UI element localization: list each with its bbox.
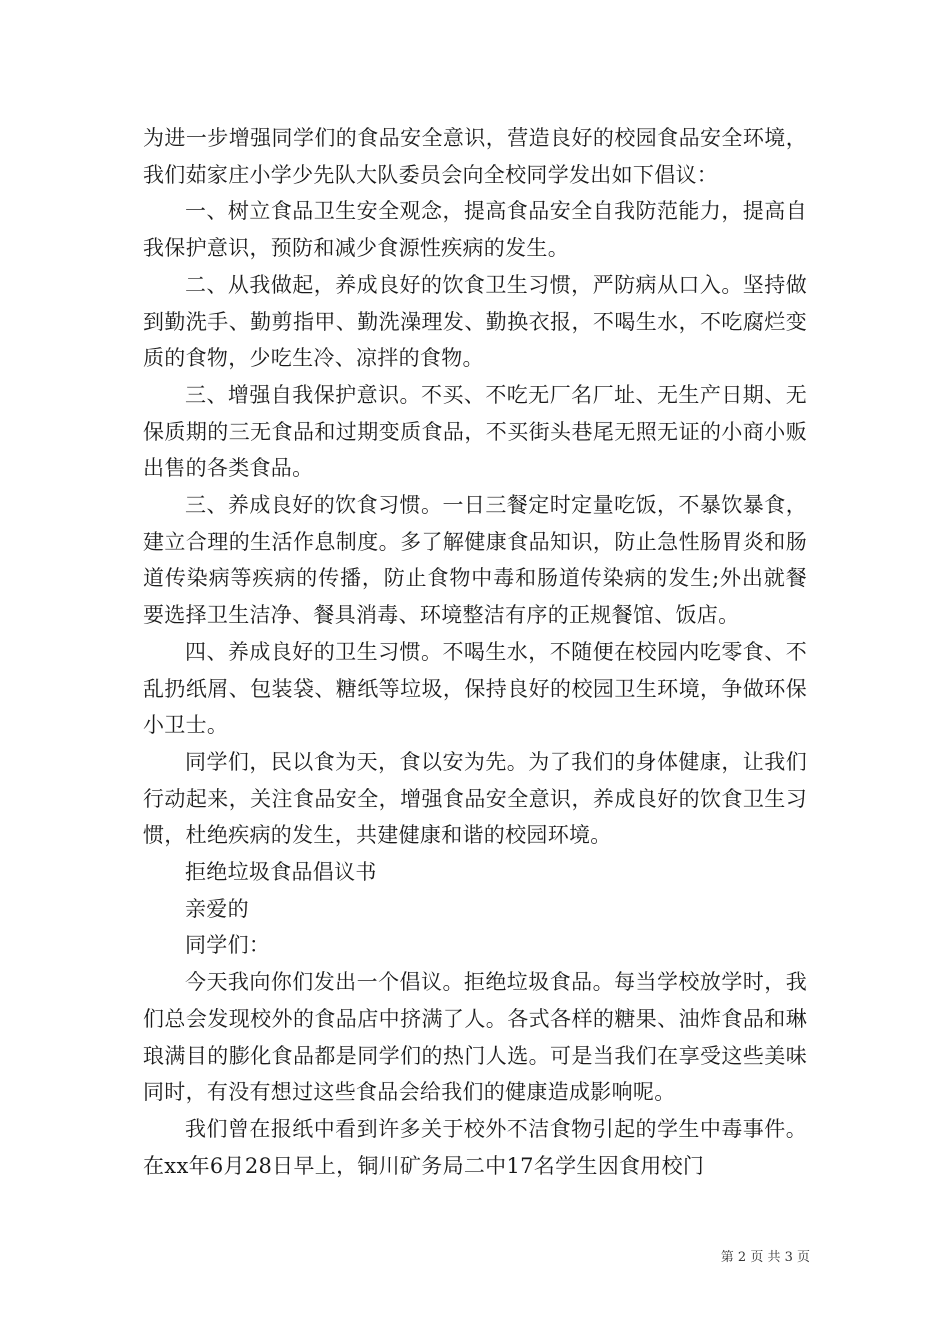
salutation-line-1: 亲爱的 bbox=[185, 896, 249, 921]
paragraph-closing: 同学们，民以食为天，食以安为先。为了我们的身体健康，让我们行动起来，关注食品安全，增强食品安全意识，养成良好的饮食卫生习惯，杜绝疾病的发生，共建健康和谐的校园环境。 bbox=[143, 749, 807, 848]
salutation-line-2: 同学们： bbox=[185, 933, 271, 958]
paragraph-item-3: 三、增强自我保护意识。不买、不吃无厂名厂址、无生产日期、无保质期的三无食品和过期变质食品，不买街头巷尾无照无证的小商小贩出售的各类食品。 bbox=[143, 382, 807, 481]
paragraph-item-4: 四、养成良好的卫生习惯。不喝生水，不随便在校园内吃零食、不乱扔纸屑、包装袋、糖纸等垃圾，保持良好的校园卫生环境，争做环保小卫士。 bbox=[143, 639, 807, 738]
paragraph-item-3b: 三、养成良好的饮食习惯。一日三餐定时定量吃饭，不暴饮暴食，建立合理的生活作息制度。多了解健康食品知识，防止急性肠胃炎和肠道传染病等疾病的传播，防止食物中毒和肠道传染病的发生;外出就餐要选择卫生洁净、餐具消毒、环境整洁有序的正规餐馆、饭店。 bbox=[143, 493, 807, 628]
page-number: 第 2 页 共 3 页 bbox=[720, 1250, 810, 1265]
paragraph-item-2: 二、从我做起，养成良好的饮食卫生习惯，严防病从口入。坚持做到勤洗手、勤剪指甲、勤洗澡理发、勤换衣报，不喝生水，不吃腐烂变质的食物，少吃生冷、凉拌的食物。 bbox=[143, 272, 807, 371]
paragraph-proposal: 今天我向你们发出一个倡议。拒绝垃圾食品。每当学校放学时，我们总会发现校外的食品店中挤满了人。各式各样的糖果、油炸食品和琳琅满目的膨化食品都是同学们的热门人选。可是当我们在享受这些美味同时，有没有想过这些食品会给我们的健康造成影响呢。 bbox=[143, 970, 807, 1105]
document-body bbox=[143, 120, 807, 1184]
paragraph-incident: 我们曾在报纸中看到许多关于校外不洁食物引起的学生中毒事件。在xx年6月28日早上，铜川矿务局二中17名学生因食用校门 bbox=[143, 1116, 807, 1178]
section-title: 拒绝垃圾食品倡议书 bbox=[185, 860, 377, 885]
paragraph-item-1: 一、树立食品卫生安全观念，提高食品安全自我防范能力，提高自我保护意识，预防和减少食源性疾病的发生。 bbox=[143, 199, 807, 261]
paragraph-intro: 为进一步增强同学们的食品安全意识，营造良好的校园食品安全环境，我们茹家庄小学少先队大队委员会向全校同学发出如下倡议： bbox=[143, 126, 807, 187]
